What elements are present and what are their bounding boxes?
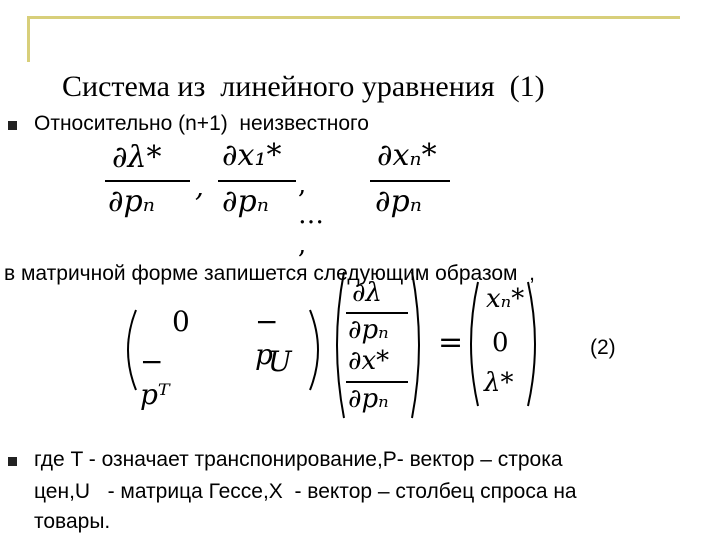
frame-top-line [30,16,680,19]
bullet-text-2-line-3: товары. [34,510,111,533]
vector-frac2-bar [346,381,408,383]
frac1-denominator: ∂pₙ [108,184,155,219]
matrix-a12: − p [255,305,279,371]
bullet-text-2-line-1: где T - означает транспонирование,Р- вектор – строка [34,448,563,471]
bullet-icon [8,121,17,130]
frac3-bar [370,180,450,182]
vector-frac1-bar [346,312,408,314]
frac3-numerator: ∂xₙ* [377,138,437,173]
frac2-bar [218,180,296,182]
result-r3: λ* [484,368,514,398]
matrix-a11: 0 [172,305,190,338]
matrix-a21: − pᵀ [140,345,170,411]
result-r1: xₙ* [486,284,525,314]
frame-left-line [27,16,30,62]
frac2-numerator: ∂x₁* [222,138,282,173]
left-matrix-close-paren [308,308,328,392]
result-r2: 0 [492,328,509,358]
vector-frac2-denominator: ∂pₙ [348,384,389,414]
vector-frac2-numerator: ∂x* [348,346,390,376]
bullet-icon [8,457,17,466]
matrix-form-text: в матричной форме запишется следующим образом , [4,262,535,285]
bullet-text-2-line-2: цен,U - матрица Гессе,X - вектор – столбец спроса на [34,480,577,503]
slide-title: Система из линейного уравнения (1) [62,70,545,103]
vector-open-paren [328,270,346,420]
frac1-numerator: ∂λ* [112,140,162,175]
frac3-denominator: ∂pₙ [375,184,422,219]
vector-frac1-numerator: ∂λ [352,278,382,308]
frac2-denominator: ∂pₙ [222,184,269,219]
vector-close-paren [410,270,428,420]
ellipsis: , … , [298,170,324,260]
comma-1: , [195,170,204,203]
equation-number: (2) [590,336,616,359]
frac1-bar [105,180,190,182]
left-matrix-open-paren [118,308,138,392]
bullet-text-1: Относительно (n+1) неизвестного [34,112,369,135]
result-close-paren [526,280,544,408]
matrix-a22: U [268,345,292,378]
result-open-paren [462,280,480,408]
equals-sign: = [438,325,464,360]
vector-frac1-denominator: ∂pₙ [348,315,389,345]
